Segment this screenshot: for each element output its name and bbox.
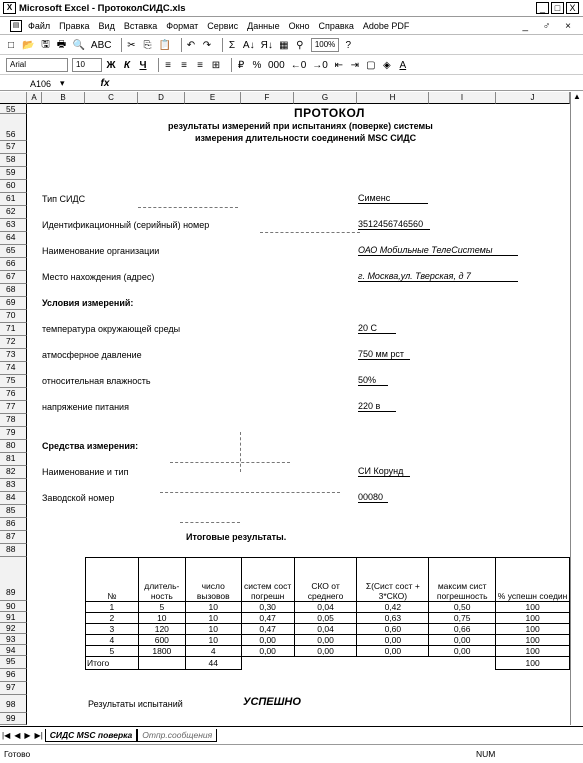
column-header[interactable]: A [27, 92, 42, 104]
row-header[interactable]: 84 [0, 492, 27, 505]
col-header-sys-error: систем сост погрешн [241, 558, 294, 602]
row-header[interactable]: 66 [0, 258, 27, 271]
window-title: Microsoft Excel - ПротоколСИДС.xls [19, 2, 186, 14]
minimize-button[interactable]: _ [536, 2, 549, 14]
standard-toolbar [0, 36, 583, 55]
table-cell[interactable]: 120 [138, 624, 185, 635]
menu-data[interactable]: Данные [247, 21, 280, 31]
title-bar [0, 0, 583, 17]
table-cell[interactable]: 0,50 [429, 602, 496, 613]
page-break-line [138, 207, 238, 208]
table-cell[interactable]: 2 [86, 613, 139, 624]
font-select[interactable]: Arial [6, 58, 68, 72]
table-cell[interactable]: 0,00 [429, 635, 496, 646]
col-header-duration: длитель-ность [138, 558, 185, 602]
row-header[interactable]: 86 [0, 518, 27, 531]
autosum-icon[interactable]: Σ [228, 39, 236, 51]
table-cell[interactable]: 0,04 [294, 624, 357, 635]
spreadsheet-grid[interactable] [0, 92, 583, 725]
results-table [85, 557, 570, 670]
row-header[interactable]: 64 [0, 232, 27, 245]
row-header[interactable]: 56 [0, 114, 27, 141]
table-cell[interactable] [138, 657, 185, 670]
menu-help[interactable]: Справка [318, 21, 354, 31]
copy-icon[interactable]: ⎘ [143, 39, 152, 51]
document-icon[interactable]: ▤ [10, 20, 22, 32]
row-header[interactable]: 62 [0, 206, 27, 219]
save-icon[interactable]: 🖫 [41, 38, 50, 50]
table-cell[interactable]: 0,47 [241, 613, 294, 624]
table-cell[interactable]: 0,00 [241, 646, 294, 657]
table-row [86, 602, 570, 613]
table-row [86, 635, 570, 646]
sort-asc-icon[interactable]: A↓ [242, 39, 255, 51]
table-row [86, 624, 570, 635]
table-cell[interactable]: 3 [86, 624, 139, 635]
menu-bar [0, 18, 583, 35]
factory-label: Заводской номер [42, 493, 115, 503]
row-header[interactable]: 83 [0, 479, 27, 492]
means-name-value[interactable]: СИ Корунд [358, 466, 410, 477]
table-cell[interactable]: 100 [496, 613, 570, 624]
row-header[interactable]: 80 [0, 440, 27, 453]
row-header[interactable]: 65 [0, 245, 27, 258]
table-cell[interactable]: 100 [496, 635, 570, 646]
print-icon[interactable]: 🖶 [56, 38, 67, 50]
table-cell[interactable]: 10 [138, 613, 185, 624]
menu-adobe-pdf[interactable]: Adobe PDF [362, 21, 410, 31]
paste-icon[interactable]: 📋 [158, 39, 171, 51]
table-row [86, 646, 570, 657]
menu-insert[interactable]: Вставка [123, 21, 158, 31]
row-header[interactable]: 97 [0, 682, 27, 695]
toolbar-separator [158, 58, 159, 72]
row-header[interactable]: 81 [0, 453, 27, 466]
table-cell[interactable]: 1 [86, 602, 139, 613]
table-cell[interactable]: 100 [496, 602, 570, 613]
org-value[interactable]: ОАО Мобильные ТелеСистемы [358, 245, 518, 256]
row-header[interactable]: 82 [0, 466, 27, 479]
row-header[interactable]: 99 [0, 713, 27, 725]
prev-sheet-icon[interactable]: ◀ [14, 730, 21, 740]
row-header[interactable]: 92 [0, 623, 27, 634]
first-sheet-icon[interactable]: |◀ [2, 730, 11, 740]
formula-bar [0, 77, 583, 91]
column-header[interactable]: J [496, 92, 570, 104]
row-header[interactable]: 60 [0, 180, 27, 193]
pressure-label: атмосферное давление [42, 350, 142, 360]
sheet-tab-active[interactable]: СИДС MSC поверка [45, 729, 138, 742]
align-right-icon[interactable]: ≡ [197, 59, 203, 71]
sheet-tab-bar [0, 726, 583, 743]
row-header[interactable]: 61 [0, 193, 27, 206]
col-header-success-pct: % успешн соедин [496, 558, 570, 602]
column-header[interactable]: C [85, 92, 138, 104]
column-header[interactable]: I [429, 92, 496, 104]
row-header[interactable]: 90 [0, 601, 27, 612]
type-value[interactable]: Сименс [358, 193, 428, 204]
currency-icon[interactable]: ₽ [237, 59, 245, 71]
row-header[interactable]: 63 [0, 219, 27, 232]
temperature-label: температура окружающей среды [42, 324, 181, 334]
protocol-title: ПРОТОКОЛ [294, 106, 365, 120]
empty-cell [241, 657, 495, 670]
menu-edit[interactable]: Правка [59, 21, 90, 31]
chart-wizard-icon[interactable]: ▦ [279, 39, 289, 51]
col-header-sum: Σ(Сист сост + 3*СКО) [357, 558, 429, 602]
page-break-line [240, 432, 241, 472]
humidity-value[interactable]: 50% [358, 375, 388, 386]
row-header[interactable]: 77 [0, 401, 27, 414]
open-icon[interactable]: 📂 [22, 39, 35, 51]
thousands-button[interactable]: 000 [268, 59, 285, 71]
fill-color-icon[interactable]: ◈ [382, 59, 391, 71]
table-cell[interactable]: 10 [185, 624, 241, 635]
borders-icon[interactable]: ▢ [366, 59, 376, 71]
merge-center-icon[interactable]: ⊞ [211, 59, 221, 71]
close-button[interactable]: X [566, 2, 579, 14]
spelling-icon[interactable]: ABC [90, 39, 112, 51]
function-icon[interactable]: fx [100, 78, 110, 89]
col-header-number: № [86, 558, 139, 602]
row-header[interactable]: 95 [0, 656, 27, 669]
table-cell[interactable]: 0,00 [294, 635, 357, 646]
table-cell[interactable]: 5 [138, 602, 185, 613]
table-cell[interactable]: 0,75 [429, 613, 496, 624]
row-header[interactable]: 93 [0, 634, 27, 645]
col-header-sko: СКО от среднего [294, 558, 357, 602]
column-header[interactable]: F [241, 92, 294, 104]
redo-icon[interactable]: ↷ [202, 39, 212, 51]
table-cell[interactable]: 0,63 [357, 613, 429, 624]
menu-window[interactable]: Окно [288, 21, 310, 31]
row-header[interactable]: 89 [0, 557, 27, 601]
row-header[interactable]: 75 [0, 375, 27, 388]
sheet-tab-other[interactable]: Отпр.сообщения [137, 729, 217, 742]
increase-indent-icon[interactable]: ⇥ [350, 59, 359, 71]
table-cell[interactable]: 0,00 [241, 635, 294, 646]
column-header[interactable]: H [357, 92, 429, 104]
excel-icon: X [3, 2, 16, 14]
table-cell[interactable]: 4 [185, 646, 241, 657]
last-sheet-icon[interactable]: ▶| [34, 730, 43, 740]
select-all-corner[interactable] [0, 92, 27, 104]
row-header[interactable]: 79 [0, 427, 27, 440]
row-header[interactable]: 91 [0, 612, 27, 623]
row-header[interactable]: 96 [0, 669, 27, 682]
name-box-dropdown-icon[interactable]: ▾ [60, 78, 65, 88]
toolbar-separator [121, 38, 122, 52]
row-header[interactable]: 55 [0, 104, 27, 114]
row-header[interactable]: 85 [0, 505, 27, 518]
table-cell[interactable]: 10 [185, 602, 241, 613]
serial-value[interactable]: 3512456746560 [358, 219, 430, 230]
col-header-calls: число вызовов [185, 558, 241, 602]
table-cell[interactable]: 100 [496, 646, 570, 657]
row-header[interactable]: 69 [0, 297, 27, 310]
table-cell[interactable]: 10 [185, 635, 241, 646]
menu-format[interactable]: Формат [166, 21, 199, 31]
vertical-scrollbar[interactable] [570, 92, 583, 725]
table-cell[interactable]: 100 [496, 624, 570, 635]
protocol-subtitle-2: измерения длительности соединений MSC СИДС [195, 133, 417, 143]
name-box[interactable]: A106 [30, 78, 52, 89]
pressure-value[interactable]: 750 мм рст [358, 349, 410, 360]
maximize-button[interactable]: □ [551, 2, 564, 14]
row-header[interactable]: 73 [0, 349, 27, 362]
table-cell[interactable]: 0,05 [294, 613, 357, 624]
factory-value[interactable]: 00080 [358, 492, 388, 503]
toolbar-separator [222, 38, 223, 52]
col-header-max-error: максим сист погрешность [429, 558, 496, 602]
zoom-select[interactable]: 100% [311, 38, 339, 52]
results-header: Итоговые результаты. [186, 532, 287, 542]
conditions-header: Условия измерений: [42, 298, 134, 308]
row-header[interactable]: 67 [0, 271, 27, 284]
column-header[interactable]: E [185, 92, 241, 104]
serial-label: Идентификационный (серийный) номер [42, 220, 210, 230]
total-calls[interactable]: 44 [185, 657, 241, 670]
menu-view[interactable]: Вид [98, 21, 115, 31]
page-break-line [170, 462, 290, 463]
table-cell[interactable]: 0,04 [294, 602, 357, 613]
new-icon[interactable]: □ [7, 39, 15, 51]
align-left-icon[interactable]: ≡ [165, 59, 171, 71]
row-header[interactable]: 59 [0, 167, 27, 180]
undo-icon[interactable]: ↶ [186, 39, 196, 51]
row-header[interactable]: 74 [0, 362, 27, 375]
total-pct[interactable]: 100 [496, 657, 570, 670]
table-cell[interactable]: 0,42 [357, 602, 429, 613]
type-label: Тип СИДС [42, 194, 86, 204]
means-header: Средства измерения: [42, 441, 139, 451]
column-header[interactable]: D [138, 92, 185, 104]
humidity-label: относительная влажность [42, 376, 151, 386]
table-cell[interactable]: 600 [138, 635, 185, 646]
page-break-line [180, 522, 240, 523]
page-break-line [260, 232, 360, 233]
test-result-value: УСПЕШНО [243, 696, 301, 708]
row-header[interactable]: 58 [0, 154, 27, 167]
means-name-label: Наименование и тип [42, 467, 129, 477]
column-header[interactable]: G [294, 92, 357, 104]
table-total-row [86, 657, 570, 670]
table-cell[interactable]: 4 [86, 635, 139, 646]
table-cell[interactable]: 0,00 [357, 635, 429, 646]
preview-icon[interactable]: 🔍 [72, 39, 85, 51]
underline-button[interactable]: Ч [139, 59, 147, 71]
table-cell[interactable]: 10 [185, 613, 241, 624]
italic-button[interactable]: К [123, 59, 131, 71]
voltage-label: напряжение питания [42, 402, 129, 412]
voltage-value[interactable]: 220 в [358, 401, 396, 412]
row-header[interactable]: 72 [0, 336, 27, 349]
font-color-icon[interactable]: A [399, 59, 407, 71]
help-icon[interactable]: ? [345, 39, 352, 51]
font-size-select[interactable]: 10 [72, 58, 102, 72]
row-header[interactable]: 70 [0, 310, 27, 323]
row-header[interactable]: 87 [0, 531, 27, 544]
row-header[interactable]: 94 [0, 645, 27, 656]
row-header[interactable]: 76 [0, 388, 27, 401]
page-break-line [160, 492, 340, 493]
table-cell[interactable]: 0,00 [429, 646, 496, 657]
table-row [86, 613, 570, 624]
menu-tools[interactable]: Сервис [207, 21, 239, 31]
increase-decimal-icon[interactable]: ←0 [290, 59, 307, 71]
table-cell[interactable]: 0,30 [241, 602, 294, 613]
toolbar-separator [181, 38, 182, 52]
row-header[interactable]: 57 [0, 141, 27, 154]
scroll-up-icon[interactable]: ▲ [573, 92, 581, 101]
row-header[interactable]: 71 [0, 323, 27, 336]
drawing-icon[interactable]: ⚲ [296, 39, 304, 51]
decrease-indent-icon[interactable]: ⇤ [334, 59, 343, 71]
table-header-row [86, 558, 570, 602]
bold-button[interactable]: Ж [106, 59, 116, 71]
test-result-label: Результаты испытаний [88, 699, 183, 709]
protocol-subtitle-1: результаты измерений при испытаниях (поверке) системы [168, 121, 433, 131]
table-cell[interactable]: 5 [86, 646, 139, 657]
table-cell[interactable]: 0,66 [429, 624, 496, 635]
status-bar [0, 744, 583, 763]
table-cell[interactable]: 0,00 [357, 646, 429, 657]
temperature-value[interactable]: 20 С [358, 323, 396, 334]
row-header[interactable]: 98 [0, 695, 27, 713]
next-sheet-icon[interactable]: ▶ [24, 730, 31, 740]
location-value[interactable]: г. Москва,ул. Тверская, д 7 [358, 271, 518, 282]
decrease-decimal-icon[interactable]: →0 [312, 59, 328, 71]
org-label: Наименование организации [42, 246, 160, 256]
sort-desc-icon[interactable]: Я↓ [260, 39, 273, 51]
cut-icon[interactable]: ✂ [127, 39, 136, 51]
row-header[interactable]: 68 [0, 284, 27, 297]
location-label: Место нахождения (адрес) [42, 272, 155, 282]
table-cell[interactable]: 0,00 [294, 646, 357, 657]
table-cell[interactable]: 0,60 [357, 624, 429, 635]
column-header[interactable]: B [42, 92, 85, 104]
align-center-icon[interactable]: ≡ [181, 59, 187, 71]
toolbar-separator [231, 58, 232, 72]
status-num-lock: NUM [476, 749, 496, 759]
row-header[interactable]: 88 [0, 544, 27, 557]
table-cell[interactable]: 0,47 [241, 624, 294, 635]
total-label[interactable]: Итого [86, 657, 139, 670]
status-ready: Готово [4, 749, 31, 759]
percent-button[interactable]: % [252, 59, 262, 71]
menu-file[interactable]: Файл [28, 21, 51, 31]
document-window-controls[interactable]: _ ♂ × [522, 20, 577, 32]
row-header[interactable]: 78 [0, 414, 27, 427]
table-cell[interactable]: 1800 [138, 646, 185, 657]
formatting-toolbar [0, 56, 583, 75]
